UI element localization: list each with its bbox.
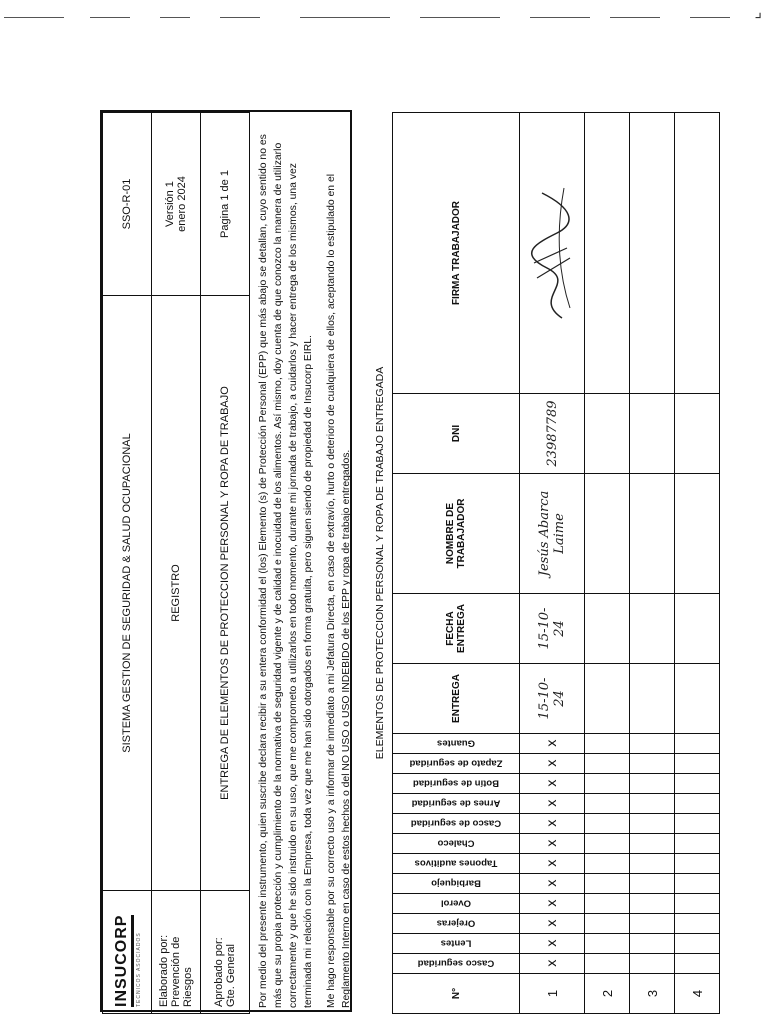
rotated-form <box>102 112 705 1014</box>
version: Versión 1 <box>164 181 176 227</box>
col-item: Botín de seguridad <box>393 774 520 794</box>
header-table <box>102 112 250 1014</box>
approved-by-label: Aprobado por: <box>213 937 225 1007</box>
page-number: Pagina 1 de 1 <box>201 113 250 296</box>
item-mark: x <box>520 914 585 934</box>
document-title: ENTREGA DE ELEMENTOS DE PROTECCION PERSONAL Y ROPA DE TRABAJO <box>201 296 250 891</box>
col-item: Guantes <box>393 734 520 754</box>
declaration <box>250 112 368 1014</box>
corner-mark: ⌟ <box>754 4 762 21</box>
col-item: Chaleco <box>393 834 520 854</box>
col-fecha: FECHA ENTREGA <box>393 594 520 664</box>
row-number: 4 <box>675 974 720 1014</box>
section-title: ELEMENTOS DE PROTECCION PERSONAL Y ROPA DE TRABAJO ENTREGADA <box>374 366 387 760</box>
dni-value: 23987789 <box>520 394 585 474</box>
item-mark: x <box>520 754 585 774</box>
prepared-by-label: Elaborado por: <box>158 934 170 1007</box>
approved-by-cell <box>201 891 250 1014</box>
col-item: Overol <box>393 894 520 914</box>
item-mark: x <box>520 794 585 814</box>
registro-label: REGISTRO <box>152 296 201 891</box>
epp-table <box>392 112 720 1014</box>
col-item: Lentes <box>393 934 520 954</box>
doc-code: SSO-R-01 <box>103 113 152 296</box>
approved-by-value: Gte. General <box>225 944 237 1007</box>
item-mark: x <box>520 834 585 854</box>
item-mark: x <box>520 874 585 894</box>
version-cell <box>152 113 201 296</box>
version-date: enero 2024 <box>176 176 188 232</box>
table-row <box>630 113 675 1014</box>
table-row <box>675 113 720 1014</box>
table-header-row <box>393 113 520 1014</box>
system-title: SISTEMA GESTION DE SEGURIDAD & SALUD OCUPACIONAL <box>103 296 152 891</box>
col-dni: DNI <box>393 394 520 474</box>
col-item: Barbiquejo <box>393 874 520 894</box>
declaration-paragraph-1: Por medio del presente instrumento, quien suscribe declara recibir a su entera conformidad el (los) Elemento (s) de Protección Personal (EPP) que más abajo se detallan, cuyo sentido no es más que su propia protección y cumplimiento de la normativa de seguridad vigente y de calidad e inocuidad de los alimentos. Así mismo, doy cuenta de que conozco la manera de utilizarlo correctamente y que he sido instruido en su uso, que me comprometo a utilizarlos en todo momento, durante mi jornada de trabajo, a cuidarlos y hacer entrega de los mismos, una vez terminada mi relación con la Empresa, toda vez que me han sido otorgados en forma gratuita, pero siguen siendo de propiedad de Insucorp EIRL. <box>258 134 315 1008</box>
row-number: 1 <box>520 974 585 1014</box>
col-number: N° <box>393 974 520 1014</box>
prepared-by-value: Prevención de Riesgos <box>170 936 194 1007</box>
table-row <box>520 113 585 1014</box>
col-item: Tapones auditivos <box>393 854 520 874</box>
col-item: Casco de seguridad <box>393 814 520 834</box>
nombre-value: Jesús Abarca Laime <box>520 474 585 594</box>
declaration-paragraph-2: Me hago responsable por su correcto uso y a informar de inmediato a mi Jefatura Directa, en caso de extravío, hurto o deterioro de cualquiera de ellos, aceptando lo estipulado en el Reglamento Interno en caso de estos hechos o del NO USO o USO INDEBIDO de los EPP y ropa de trabajo entregados. <box>326 173 353 1008</box>
col-firma: FIRMA TRABAJADOR <box>393 113 520 394</box>
signature <box>520 113 585 394</box>
item-mark: x <box>520 894 585 914</box>
col-item: Casco seguridad <box>393 954 520 974</box>
item-mark: x <box>520 774 585 794</box>
col-item: Zapato de seguridad <box>393 754 520 774</box>
document-page <box>100 110 705 1012</box>
prepared-by-cell <box>152 891 201 1014</box>
row-number: 2 <box>585 974 630 1014</box>
entrega-value: 15-10-24 <box>520 664 585 734</box>
item-mark: x <box>520 954 585 974</box>
table-row <box>585 113 630 1014</box>
item-mark: x <box>520 854 585 874</box>
row-number: 3 <box>630 974 675 1014</box>
col-item: Arnes de seguridad <box>393 794 520 814</box>
fecha-value: 15-10-24 <box>520 594 585 664</box>
item-mark: x <box>520 934 585 954</box>
logo-cell <box>103 891 152 1014</box>
col-entrega: ENTREGA <box>393 664 520 734</box>
col-item: Orejeras <box>393 914 520 934</box>
item-mark: x <box>520 814 585 834</box>
item-mark: x <box>520 734 585 754</box>
company-logo: INSUCORP <box>113 915 134 1007</box>
scan-edge-dashes <box>0 14 768 22</box>
col-nombre: NOMBRE DE TRABAJADOR <box>393 474 520 594</box>
logo-subtitle: TECNICOS ASOCIADOS <box>135 932 142 1007</box>
